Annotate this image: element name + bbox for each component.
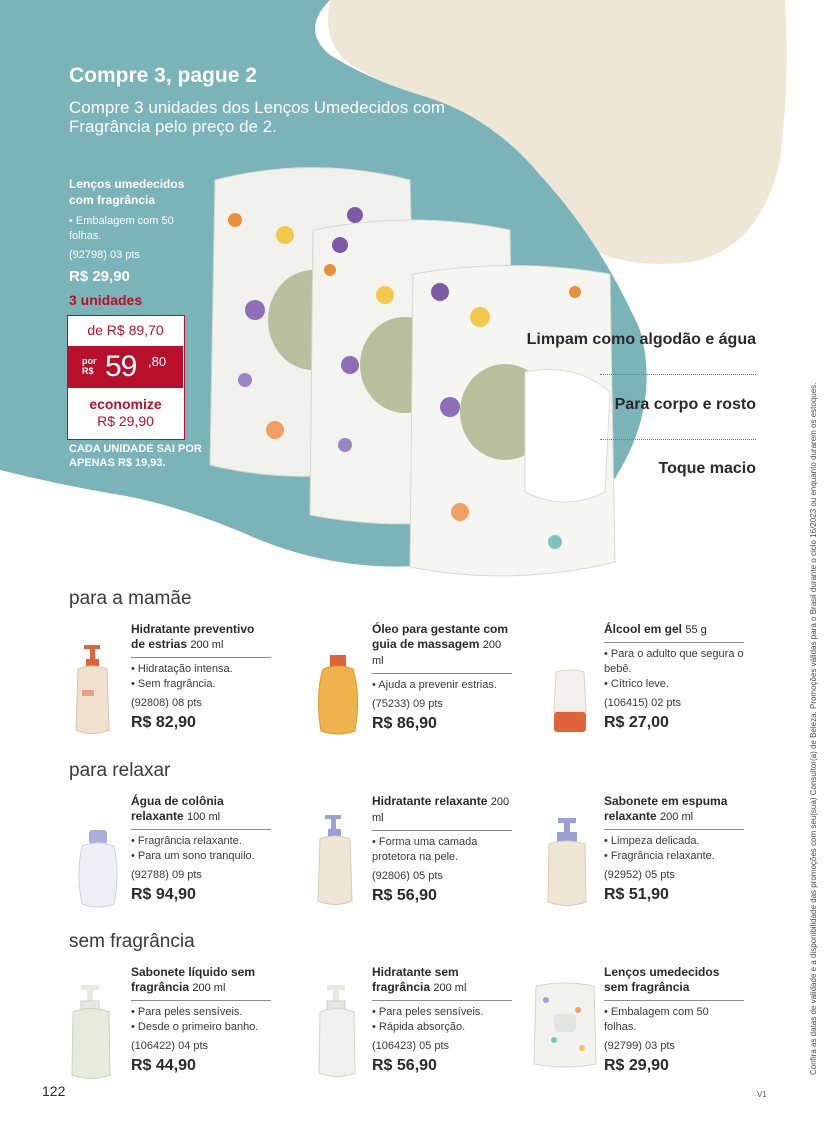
version-label: V1 [757,1090,767,1099]
product-code: (106423) 05 pts [372,1040,450,1052]
product-card [604,622,744,732]
por-label: por R$ [82,356,97,376]
savings-label: economize [89,396,162,412]
gel-tube-icon [551,668,589,734]
product-name: Água de colônia relaxante 100 ml [131,794,224,823]
product-code: (106422) 04 pts [131,1040,209,1052]
pump-bottle-icon [70,645,115,735]
product-name: Óleo para gestante com guia de massagem 200 ml [372,622,509,667]
product-name: Álcool em gel 55 g [604,622,707,636]
product-price: R$ 86,90 [372,715,437,732]
page-number: 122 [42,1083,66,1099]
pump-bottle-icon [313,815,357,907]
product-name: Lenços umedecidos sem fragrância [604,965,720,994]
product-price: R$ 82,90 [131,714,196,731]
benefit-1: Limpam como algodão e água [526,331,756,348]
product-bullet: • Fragrância relaxante. [131,835,242,847]
original-price: de R$ 89,70 [87,322,164,338]
product-card [372,622,512,733]
product-price: R$ 56,90 [372,1057,437,1074]
product-name: Sabonete em espuma relaxante 200 ml [604,794,728,823]
product-bullet: • Sem fragrância. [131,678,216,690]
product-bullet: • Rápida absorção. [372,1021,466,1033]
product-bullet: • Hidratação intensa. [131,663,233,675]
legal-note: Confira as datas de validade e a disponibilidade das promoções com seu(sua) Consultor(a) de Beleza. Promoções válidas para o Brasil durante o ciclo 16/2023 ou enquanto durarem os estoques. [809,382,818,1075]
product-code: (92808) 08 pts [131,697,202,709]
product-card [604,794,744,904]
product-bullet: • Fragrância relaxante. [604,850,715,862]
section-title: sem fragrância [69,931,195,952]
product-bullet: • Para um sono tranquilo. [131,850,255,862]
pump-bottle-icon [68,985,114,1081]
wipes-pack-icon [532,980,598,1070]
oil-bottle-icon [313,655,363,735]
product-bullet: • Para peles sensíveis. [372,1006,484,1018]
product-bullet: • Embalagem com 50 folhas. [604,1006,709,1033]
per-unit-note: CADA UNIDADE SAI POR APENAS R$ 19,93. [69,443,202,469]
product-card [372,965,512,1075]
benefit-2: Para corpo e rosto [614,396,756,413]
promo-title: Compre 3, pague 2 [69,64,257,87]
product-bullet: • Limpeza delicada. [604,835,700,847]
cologne-bottle-icon [76,830,120,908]
product-bullet: • Cítrico leve. [604,678,669,690]
product-bullet: • Desde o primeiro banho. [131,1021,259,1033]
product-bullet: • Para o adulto que segura o bebê. [604,648,744,675]
pump-bottle-icon [315,985,359,1079]
product-code: (106415) 02 pts [604,697,682,709]
section-title: para a mamãe [69,588,192,609]
benefit-divider [600,374,756,375]
product-price: R$ 56,90 [372,887,437,904]
product-card [131,965,271,1075]
savings-value: R$ 29,90 [97,413,154,429]
promo-price-integer: 59 [105,350,137,383]
foam-bottle-icon [544,818,590,908]
product-price: R$ 44,90 [131,1057,196,1074]
product-code: (92806) 05 pts [372,870,443,882]
product-card [604,965,744,1075]
product-bullet: • Para peles sensíveis. [131,1006,243,1018]
promo-price-box [67,315,185,440]
product-card [131,794,271,904]
hero-product-bullet: • Embalagem com 50 folhas. [69,215,174,242]
wipes-pack-image-3 [405,262,617,582]
product-price: R$ 29,90 [604,1057,669,1074]
product-bullet: • Ajuda a prevenir estrias. [372,679,497,691]
product-code: (92788) 09 pts [131,869,202,881]
product-name: Hidratante relaxante 200 ml [372,794,510,824]
promo-price-cents: ,80 [148,354,167,369]
hero-product-name: Lenços umedecidos com fragrância [69,177,185,207]
product-price: R$ 94,90 [131,886,196,903]
product-code: (92952) 05 pts [604,869,675,881]
product-name: Hidratante sem fragrância 200 ml [372,965,467,994]
product-name: Sabonete líquido sem fragrância 200 ml [131,965,256,994]
product-card [372,794,512,905]
product-code: (75233) 09 pts [372,698,443,710]
hero-product-price: R$ 29,90 [69,268,130,285]
product-code: (92799) 03 pts [604,1040,675,1052]
product-card [131,622,271,732]
benefit-divider [600,439,756,440]
product-price: R$ 51,90 [604,886,669,903]
section-title: para relaxar [69,760,171,781]
promo-description: Compre 3 unidades dos Lenços Umedecidos com Fragrância pelo preço de 2. [69,98,446,136]
product-name: Hidratante preventivo de estrias 200 ml [131,622,255,651]
hero-product-code: (92798) 03 pts [69,249,140,261]
product-price: R$ 27,00 [604,714,669,731]
benefit-3: Toque macio [658,460,756,477]
promo-price-band [68,346,183,388]
product-bullet: • Forma uma camada protetora na pele. [372,836,478,863]
hero-units-label: 3 unidades [69,292,143,308]
